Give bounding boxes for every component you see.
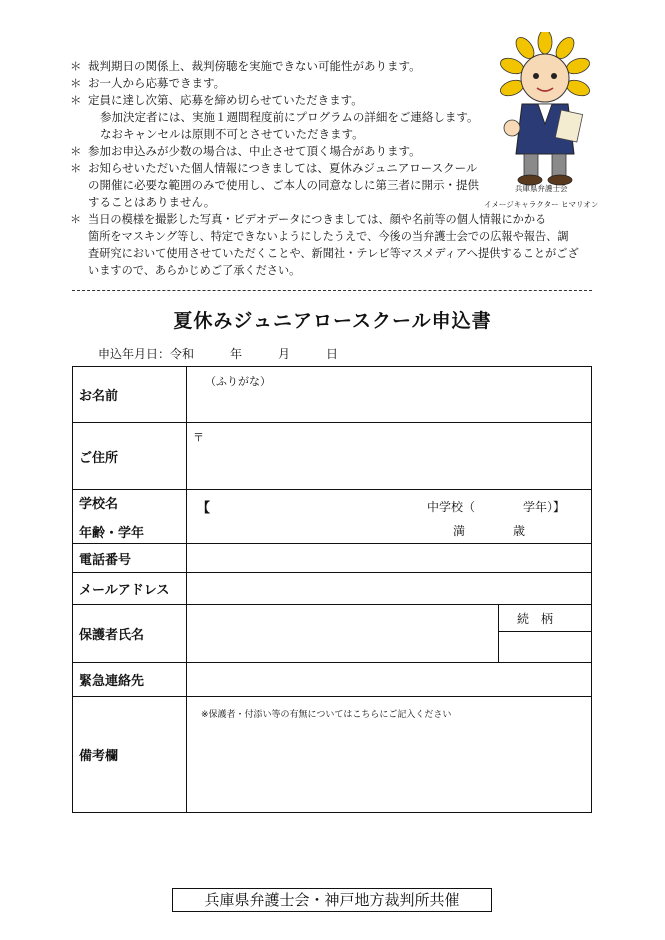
note-text: 参加決定者には、実施１週間程度前にプログラムの詳細をご連絡します。 xyxy=(100,110,479,124)
guardian-field[interactable] xyxy=(187,605,591,662)
note-text: なおキャンセルは原則不可とさせていただきます。 xyxy=(100,127,364,141)
note-text: の開催に必要な範囲のみで使用し、ご本人の同意なしに第三者に開示・提供 xyxy=(88,178,479,192)
note-text: いますので、あらかじめご了承ください。 xyxy=(88,264,301,277)
relation-divider-h xyxy=(498,631,591,632)
emergency-label: 緊急連絡先 xyxy=(73,663,187,696)
mascot-caption-org: 兵庫県弁護士会 xyxy=(515,184,568,193)
guardian-label: 保護者氏名 xyxy=(73,605,187,662)
remarks-label: 備考欄 xyxy=(73,697,187,812)
note-bullet: ＊ xyxy=(70,76,82,90)
cut-line xyxy=(72,290,592,291)
emergency-field[interactable] xyxy=(187,663,591,696)
form-row-phone xyxy=(73,544,591,573)
name-field[interactable] xyxy=(187,367,591,422)
furigana-label: （ふりがな） xyxy=(205,375,271,388)
age-label: 年齢・学年 xyxy=(79,525,145,541)
note-text: お一人から応募できます。 xyxy=(88,76,226,90)
form-row-school xyxy=(73,490,591,544)
note-text: 参加お申込みが少数の場合は、中止させて頂く場合があります。 xyxy=(88,144,421,158)
note-text: 箇所をマスキング等し、特定できないようにしたうえで、今後の当弁護士会での広報や報告、調 xyxy=(88,230,569,243)
school-field[interactable] xyxy=(187,490,591,543)
note-item xyxy=(70,211,623,279)
page-title: 夏休みジュニアロースクール申込書 xyxy=(173,310,492,332)
application-form xyxy=(72,366,592,813)
remarks-field[interactable] xyxy=(187,697,591,812)
application-date: 申込年月日：令和 年 月 日 xyxy=(98,347,339,361)
age-text: 満 歳 xyxy=(453,524,526,538)
phone-label: 電話番号 xyxy=(73,544,187,572)
mascot-illustration xyxy=(490,32,600,192)
relation-divider xyxy=(498,605,499,662)
form-row-name xyxy=(73,367,591,423)
remarks-note: ※保護者・付添い等の有無についてはこちらにご記入ください xyxy=(201,710,452,720)
phone-field[interactable] xyxy=(187,544,591,572)
note-text: 定員に達し次第、応募を締め切らせていただきます。 xyxy=(88,93,363,107)
school-age-label xyxy=(73,490,187,543)
name-label: お名前 xyxy=(73,367,187,422)
form-row-remarks xyxy=(73,697,591,812)
note-bullet: ＊ xyxy=(70,213,82,226)
form-row-emergency xyxy=(73,663,591,697)
note-text: 当日の模様を撮影した写真・ビデオデータにつきましては、顔や名前等の個人情報にかかる xyxy=(88,213,547,226)
note-bullet: ＊ xyxy=(70,144,82,158)
relation-label: 続 柄 xyxy=(517,612,554,626)
footer-cohost: 兵庫県弁護士会・神戸地方裁判所共催 xyxy=(172,888,492,912)
note-bullet: ＊ xyxy=(70,93,82,107)
email-label: メールアドレス xyxy=(73,573,187,604)
school-label: 学校名 xyxy=(79,496,119,512)
note-text: することはありません。 xyxy=(88,195,216,209)
note-text: 査研究において使用させていただくことや、新聞社・テレビ等マスメディアへ提供することがござ xyxy=(88,247,579,260)
note-bullet: ＊ xyxy=(70,161,82,175)
mascot-face xyxy=(521,54,569,102)
school-suffix: 中学校（ 学年）】 xyxy=(427,500,566,514)
form-row-address xyxy=(73,423,591,490)
note-text: 裁判期日の関係上、裁判傍聴を実施できない可能性があります。 xyxy=(88,59,421,73)
note-bullet: ＊ xyxy=(70,59,82,73)
note-text: お知らせいただいた個人情報につきましては、夏休みジュニアロースクール xyxy=(88,161,478,175)
mascot-caption-name: イメージキャラクター ヒマリオン xyxy=(484,200,599,209)
address-field[interactable] xyxy=(187,423,591,489)
school-bracket-open: 【 xyxy=(197,501,211,516)
email-field[interactable] xyxy=(187,573,591,604)
form-row-guardian xyxy=(73,605,591,663)
form-row-email xyxy=(73,573,591,605)
postal-mark: 〒 xyxy=(193,431,204,444)
address-label: ご住所 xyxy=(73,423,187,489)
